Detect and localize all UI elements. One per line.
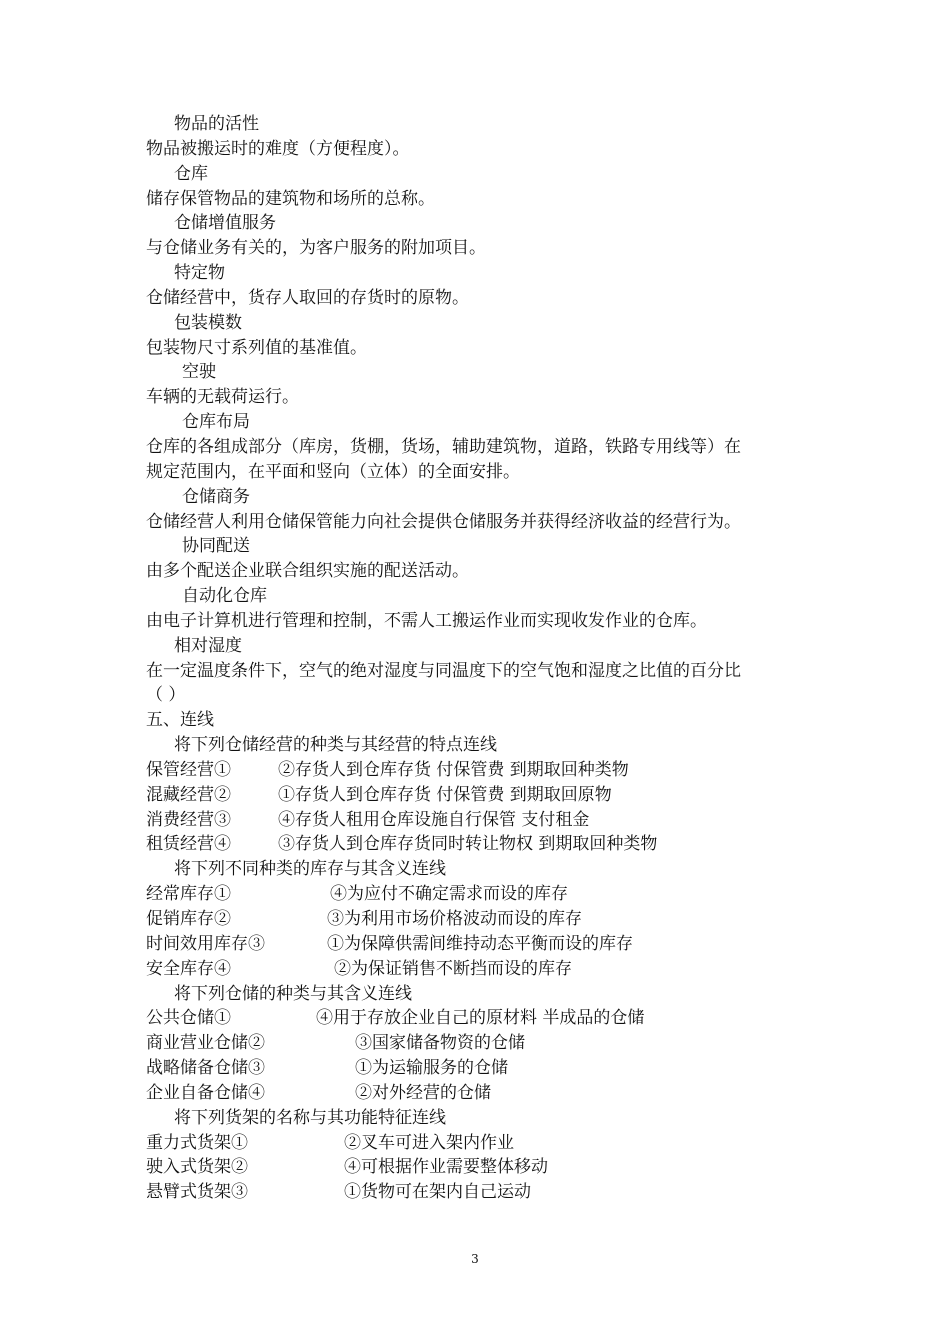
term-title: 仓储增值服务 (174, 213, 276, 234)
term-definition: 在一定温度条件下，空气的绝对湿度与同温度下的空气饱和湿度之比值的百分比 (146, 660, 741, 681)
matching-left-item: 悬臂式货架③ (146, 1182, 248, 1203)
matching-instruction: 将下列仓储的种类与其含义连线 (174, 983, 412, 1004)
matching-right-item: ③国家储备物资的仓储 (355, 1033, 525, 1054)
term-definition: 包装物尺寸系列值的基准值。 (146, 337, 367, 358)
term-title: 仓储商务 (182, 486, 250, 507)
matching-row (146, 1031, 816, 1056)
term-definition: 仓储经营人利用仓储保管能力向社会提供仓储服务并获得经济收益的经营行为。 (146, 511, 741, 532)
term-title: 自动化仓库 (182, 586, 267, 607)
page-number: 3 (471, 1252, 479, 1266)
matching-row (146, 882, 816, 907)
matching-right-item: ②存货人到仓库存货 付保管费 到期取回种类物 (278, 759, 629, 780)
matching-row (146, 932, 816, 957)
matching-left-item: 商业营业仓储② (146, 1033, 265, 1054)
term-definition-continued: 规定范围内，在平面和竖向（立体）的全面安排。 (146, 461, 520, 482)
matching-left-item: 经常库存① (146, 884, 231, 905)
matching-instruction: 将下列仓储经营的种类与其经营的特点连线 (174, 735, 497, 756)
term-title: 仓库布局 (182, 412, 250, 433)
matching-right-item: ④用于存放企业自己的原材料 半成品的仓储 (316, 1008, 645, 1029)
term-definition: 仓库的各组成部分（库房，货棚，货场，辅助建筑物，道路，铁路专用线等）在 (146, 436, 741, 457)
matching-left-item: 驶入式货架② (146, 1157, 248, 1178)
matching-left-item: 公共仓储① (146, 1008, 231, 1029)
matching-left-item: 时间效用库存③ (146, 933, 265, 954)
matching-instruction: 将下列不同种类的库存与其含义连线 (174, 859, 446, 880)
matching-right-item: ①为运输服务的仓储 (355, 1058, 508, 1079)
matching-left-item: 安全库存④ (146, 958, 231, 979)
term-title: 包装模数 (174, 312, 242, 333)
term-title: 空驶 (182, 362, 216, 383)
matching-right-item: ④为应付不确定需求而设的库存 (330, 884, 568, 905)
matching-row (146, 1006, 816, 1031)
term-title: 物品的活性 (174, 114, 259, 134)
term-definition: 与仓储业务有关的，为客户服务的附加项目。 (146, 238, 486, 259)
term-definition: 由电子计算机进行管理和控制，不需人工搬运作业而实现收发作业的仓库。 (146, 610, 707, 631)
matching-row (146, 957, 816, 982)
matching-right-item: ①为保障供需间维持动态平衡而设的库存 (327, 933, 633, 954)
matching-right-item: ③存货人到仓库存货同时转让物权 到期取回种类物 (278, 834, 658, 855)
term-title: 特定物 (174, 263, 225, 284)
matching-left-item: 混藏经营② (146, 784, 231, 805)
matching-right-item: ②为保证销售不断挡而设的库存 (334, 958, 572, 979)
matching-row (146, 1155, 816, 1180)
matching-left-item: 保管经营① (146, 759, 231, 780)
matching-row (146, 1081, 816, 1106)
matching-right-item: ②对外经营的仓储 (355, 1082, 491, 1103)
matching-row (146, 808, 816, 833)
term-definition: 由多个配送企业联合组织实施的配送活动。 (146, 561, 469, 582)
matching-left-item: 消费经营③ (146, 809, 231, 830)
matching-right-item: ④可根据作业需要整体移动 (344, 1157, 548, 1178)
term-definition: 车辆的无载荷运行。 (146, 387, 299, 408)
term-title: 仓库 (174, 163, 208, 184)
term-definition: 物品被搬运时的难度（方便程度）。 (146, 138, 410, 159)
matching-right-item: ①货物可在架内自己运动 (344, 1182, 531, 1203)
matching-left-item: 战略储备仓储③ (146, 1058, 265, 1079)
page-content (146, 112, 816, 1205)
term-definition: 储存保管物品的建筑物和场所的总称。 (146, 188, 435, 209)
matching-left-item: 重力式货架① (146, 1132, 248, 1153)
term-title: 相对湿度 (174, 635, 242, 656)
matching-row (146, 1131, 816, 1156)
matching-left-item: 企业自备仓储④ (146, 1082, 265, 1103)
term-title: 协同配送 (182, 536, 250, 557)
matching-left-item: 促销库存② (146, 909, 231, 929)
section-title: 五、连线 (146, 710, 214, 731)
matching-row (146, 758, 816, 783)
matching-row (146, 783, 816, 808)
matching-right-item: ②叉车可进入架内作业 (344, 1132, 514, 1153)
matching-row (146, 832, 816, 857)
matching-instruction: 将下列货架的名称与其功能特征连线 (174, 1107, 446, 1128)
matching-right-item: ③为利用市场价格波动而设的库存 (327, 909, 582, 929)
matching-right-item: ①存货人到仓库存货 付保管费 到期取回原物 (278, 784, 612, 805)
matching-row (146, 907, 816, 932)
matching-right-item: ④存货人租用仓库设施自行保管 支付租金 (278, 809, 590, 830)
term-definition: 仓储经营中，货存人取回的存货时的原物。 (146, 287, 469, 308)
matching-row (146, 1180, 816, 1205)
term-definition-continued: （ ） (146, 685, 186, 706)
matching-row (146, 1056, 816, 1081)
matching-left-item: 租赁经营④ (146, 834, 231, 855)
